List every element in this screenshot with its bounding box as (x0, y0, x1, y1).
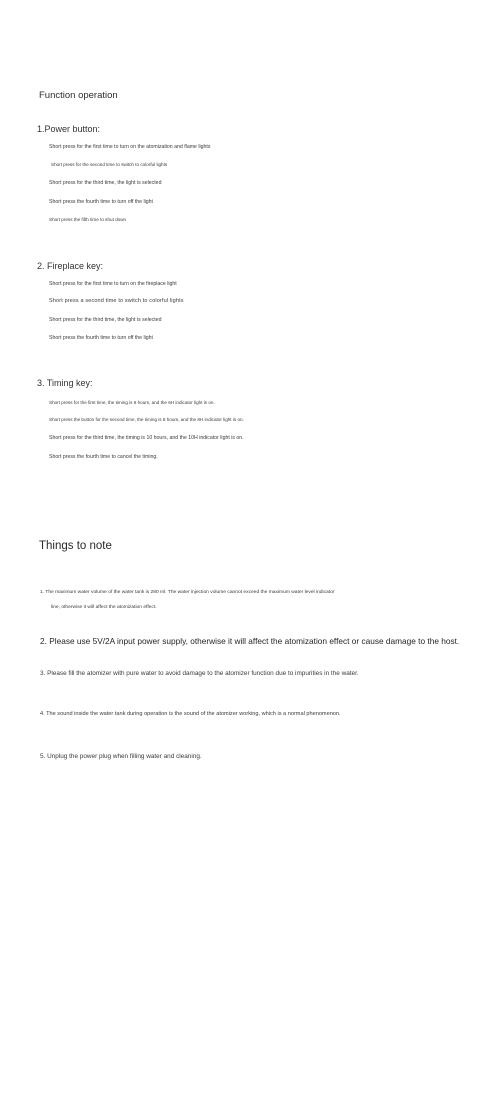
power-item-2: Short press for the second time to switch to colorful lights (51, 162, 168, 167)
power-item-1: Short press for the first time to turn on the atomization and flame lights (49, 144, 211, 150)
fireplace-key-heading: 2. Fireplace key: (37, 261, 104, 271)
power-item-3: Short press for the third time, the light is selected (49, 180, 162, 186)
note-4: 4. The sound inside the water tank during operation is the sound of the atomizer working, which is a normal phenomenon. (40, 711, 341, 717)
timing-item-3: Short press for the third time, the timing is 10 hours, and the 10H indicator light is on. (49, 435, 244, 441)
power-item-4: Short press the fourth time to turn off the light (49, 199, 153, 205)
timing-key-heading: 3. Timing key: (37, 378, 93, 388)
note-5: 5. Unplug the power plug when filling water and cleaning. (40, 753, 202, 760)
timing-item-1: Short press for the first time, the timing is 6 hours, and the 6H indicator light is on. (49, 400, 215, 405)
section-title-things-to-note: Things to note (39, 540, 112, 552)
note-1-line-1: 1. The maximum water volume of the water tank is 280 ml. The water injection volume cannot exceed the maximum water level indicator (40, 590, 335, 595)
note-1-line-2: line, otherwise it will affect the atomization effect. (51, 605, 157, 610)
section-title-function-operation: Function operation (39, 90, 118, 101)
fireplace-item-4: Short press the fourth time to turn off the light (49, 335, 153, 341)
timing-item-4: Short press the fourth time to cancel the timing. (49, 454, 158, 460)
note-3: 3. Please fill the atomizer with pure water to avoid damage to the atomizer function due to impurities in the water. (40, 670, 359, 677)
timing-item-2: Short press the button for the second time, the timing is 8 hours, and the 8H indicator light is on. (49, 417, 244, 422)
power-button-heading: 1.Power button: (37, 124, 101, 134)
note-2: 2. Please use 5V/2A input power supply, otherwise it will affect the atomization effect or cause damage to the host. (40, 636, 460, 646)
fireplace-item-2: Short press a second time to switch to colorful lights (49, 298, 184, 304)
fireplace-item-3: Short press for the third time, the light is selected (49, 317, 162, 323)
fireplace-item-1: Short press for the first time to turn on the fireplace light (49, 281, 177, 287)
power-item-5: Short press the fifth time to shut down (49, 217, 127, 222)
